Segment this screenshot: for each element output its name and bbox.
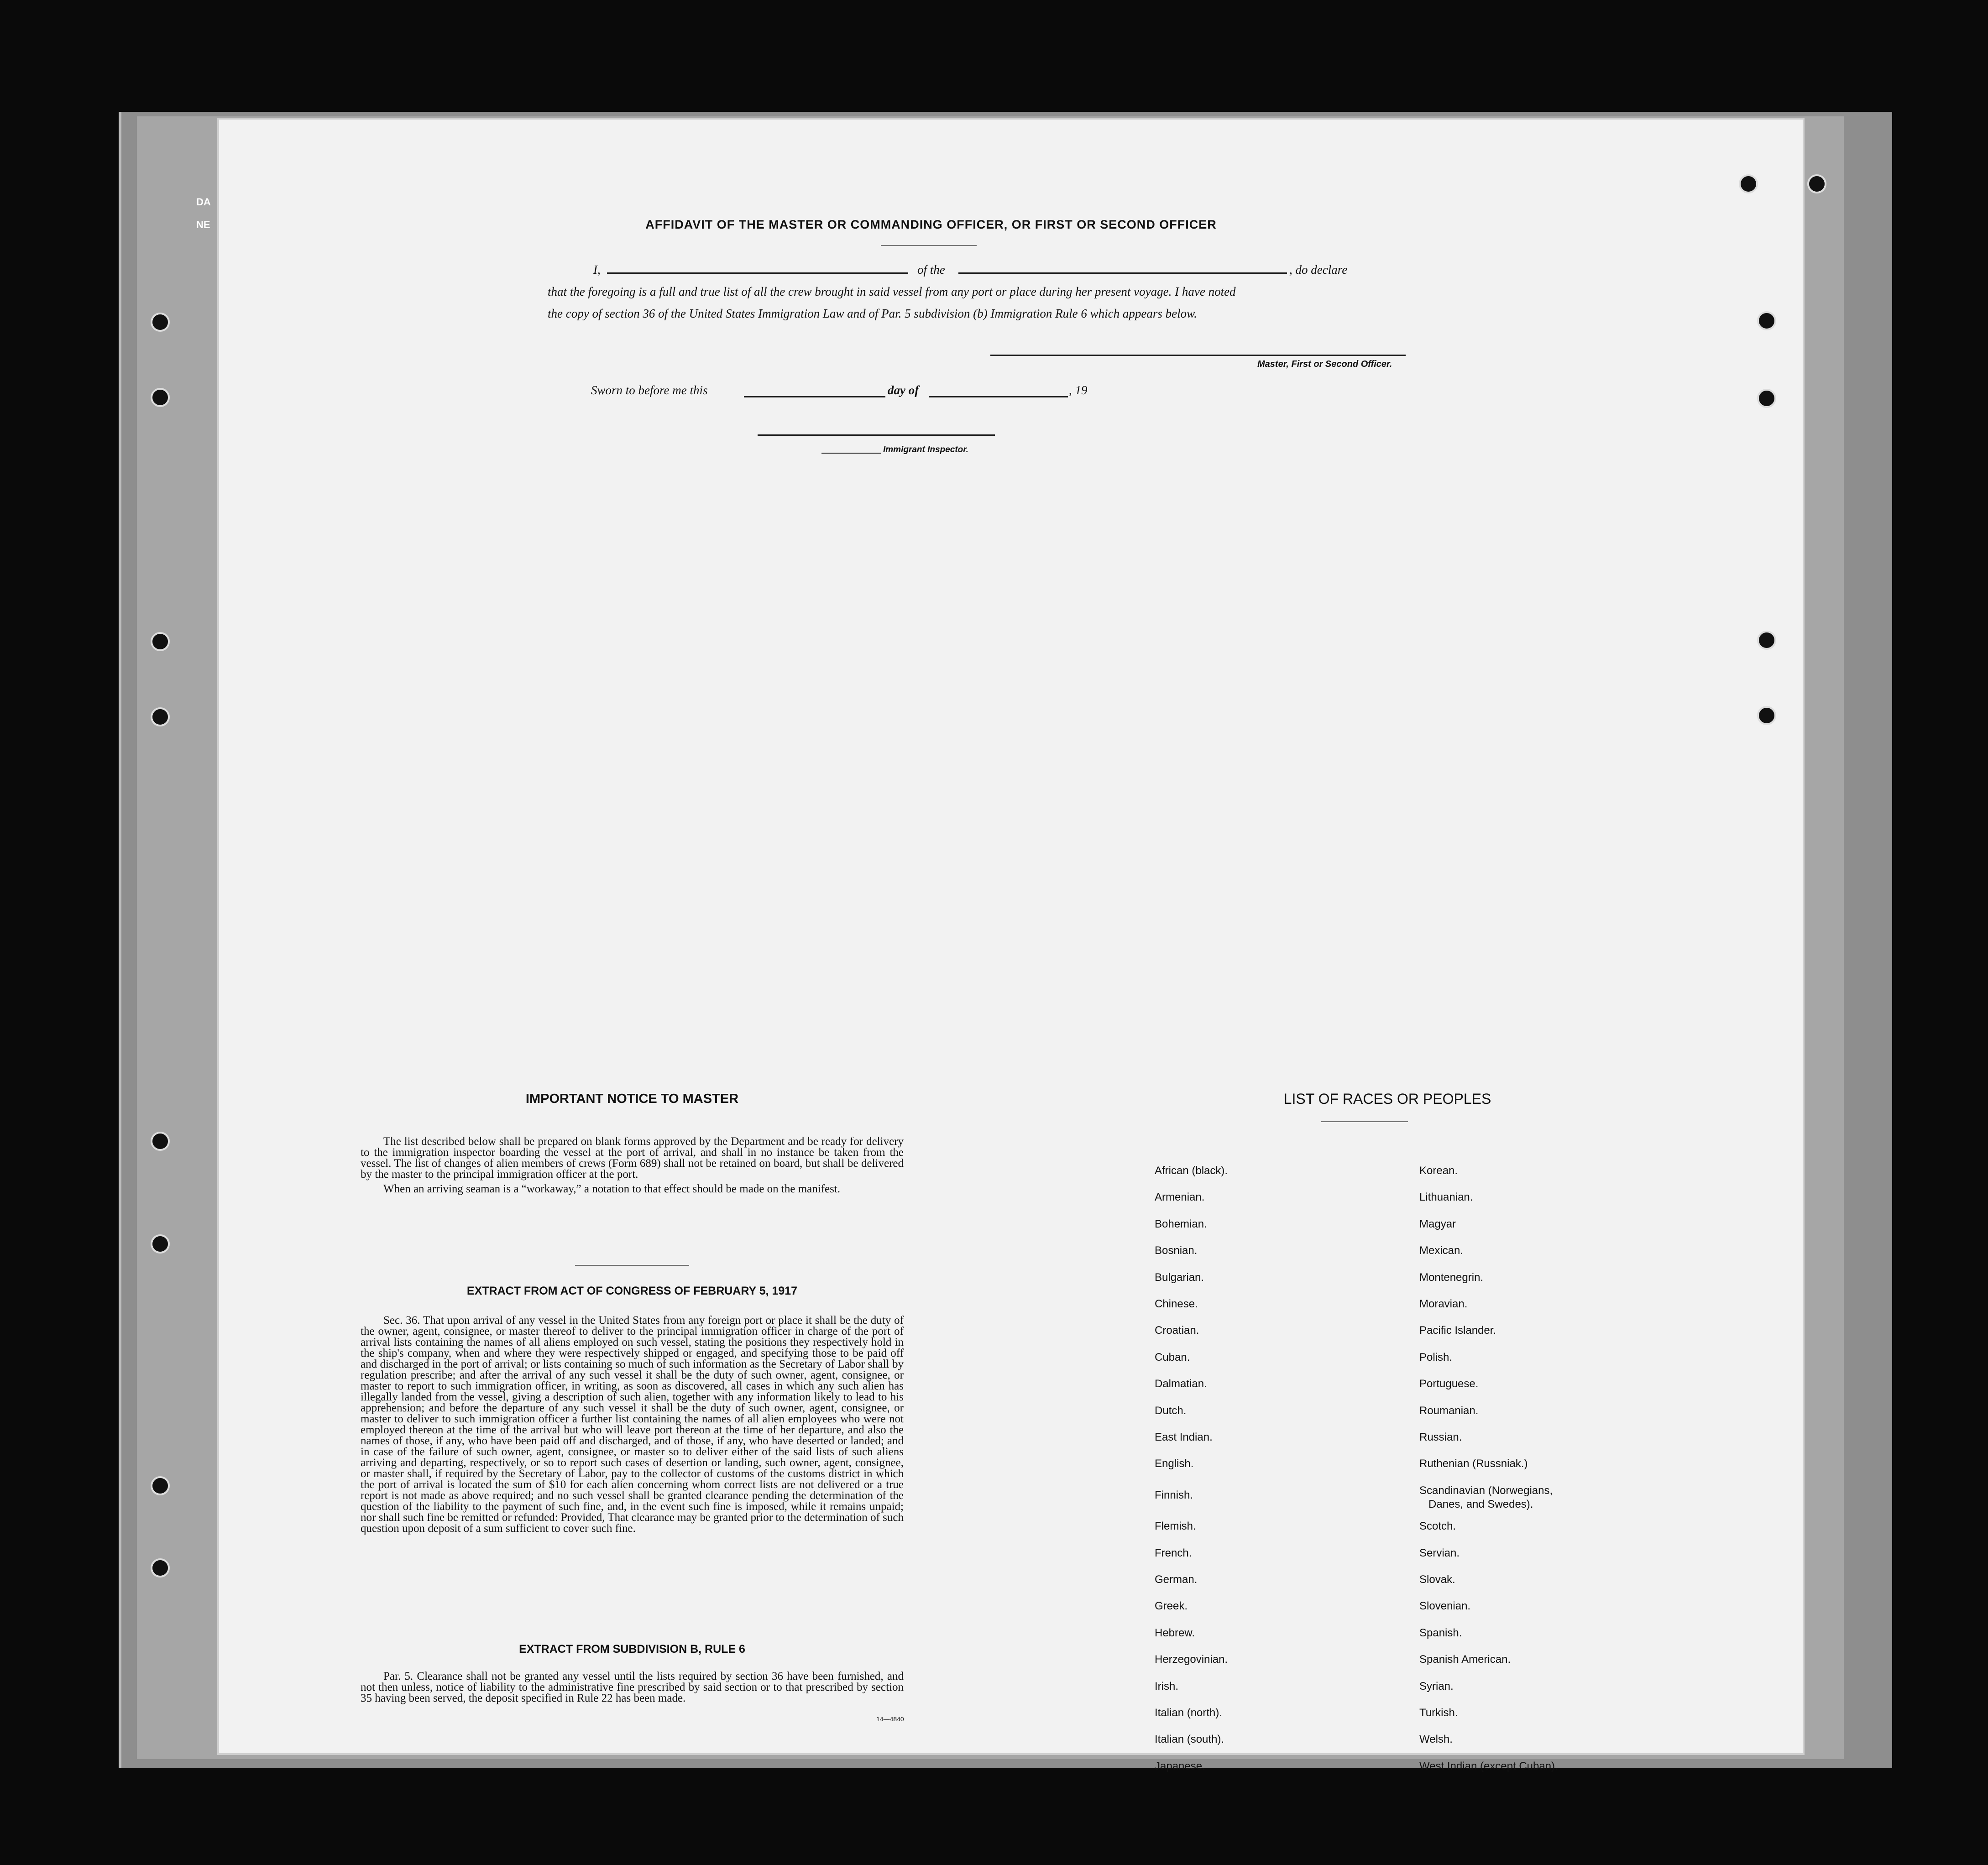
race-item: Mexican. <box>1419 1244 1464 1257</box>
master-signature-field[interactable] <box>990 355 1406 356</box>
race-item: Turkish. <box>1419 1707 1458 1719</box>
punch-hole-icon <box>151 632 170 651</box>
race-item: Ruthenian (Russniak.) <box>1419 1458 1528 1470</box>
race-item: Bosnian. <box>1155 1244 1198 1257</box>
year-label: , 19 <box>1069 383 1088 397</box>
race-item: Servian. <box>1419 1546 1460 1559</box>
race-item: Irish. <box>1155 1680 1179 1693</box>
race-item: African (black). <box>1155 1165 1228 1177</box>
race-item: Chinese. <box>1155 1298 1198 1310</box>
notice-paragraph-1: The list described below shall be prepared on blank forms approved by the Department and be ready for delivery to the immigration inspector boarding the vessel at the port of arrival, and shall in no instance be taken from the vessel. The list of changes of alien members of crews (Form 689) shall not be retained on board, but shall be delivered by the master to the principal immigration officer at the port. <box>361 1135 904 1181</box>
affiant-name-field[interactable] <box>607 272 908 274</box>
punch-hole-icon <box>1757 311 1776 330</box>
race-item: Russian. <box>1419 1431 1462 1443</box>
race-item: German. <box>1155 1573 1198 1586</box>
notice-paragraph-2: When an arriving seaman is a “workaway,” a notation to that effect should be made on the manifest. <box>383 1183 841 1195</box>
document-page <box>219 120 1803 1772</box>
race-item: Lithuanian. <box>1419 1191 1473 1204</box>
punch-hole-icon <box>151 707 170 726</box>
race-item: Hebrew. <box>1155 1626 1195 1639</box>
affidavit-line-2: that the foregoing is a full and true list of all the crew brought in said vessel from any port or place during her present voyage. I have noted <box>548 285 1236 298</box>
race-item: Polish. <box>1419 1351 1453 1363</box>
race-item: Spanish American. <box>1419 1653 1511 1666</box>
punch-hole-icon <box>151 388 170 407</box>
race-item: Pacific Islander. <box>1419 1324 1496 1337</box>
section-36-text <box>361 1315 904 1538</box>
punch-hole-icon <box>151 1476 170 1495</box>
race-item: Slovenian. <box>1419 1600 1471 1613</box>
race-item: Syrian. <box>1419 1680 1454 1693</box>
race-item: French. <box>1155 1546 1192 1559</box>
race-item: Portuguese. <box>1419 1378 1479 1390</box>
race-item: Welsh. <box>1419 1733 1453 1746</box>
of-the-label: of the <box>917 263 945 277</box>
sworn-label: Sworn to before me this <box>591 383 708 397</box>
race-item: Armenian. <box>1155 1191 1205 1204</box>
day-of-label: day of <box>888 383 919 397</box>
act-extract-title: EXTRACT FROM ACT OF CONGRESS OF FEBRUARY 5, 1917 <box>466 1285 798 1297</box>
race-item: Flemish. <box>1155 1520 1196 1533</box>
race-item: Cuban. <box>1155 1351 1190 1363</box>
race-item: Dutch. <box>1155 1404 1187 1417</box>
race-item: Herzegovinian. <box>1155 1653 1228 1666</box>
race-item: Spanish. <box>1419 1626 1462 1639</box>
punch-hole-icon <box>151 313 170 332</box>
title-rule <box>881 245 977 246</box>
par-5-paragraph: Par. 5. Clearance shall not be granted any vessel until the lists required by section 36 have been furnished, and not then unless, notice of liability to the administrative fine prescribed by said section or to that prescribed by section 35 having been served, the deposit specified in Rule 22 has been made. <box>361 1670 904 1704</box>
race-item: Magyar <box>1419 1217 1456 1230</box>
inspector-lead-line <box>821 453 881 454</box>
affidavit-declare-row <box>548 259 1438 281</box>
sworn-day-field[interactable] <box>744 396 885 397</box>
affiant-prefix: I, <box>593 263 601 277</box>
inspector-label: Immigrant Inspector. <box>883 445 968 454</box>
race-item: Roumanian. <box>1419 1404 1479 1417</box>
form-number: 14—4840 <box>876 1715 904 1723</box>
sworn-row <box>591 383 1230 402</box>
rule-extract-title: EXTRACT FROM SUBDIVISION B, RULE 6 <box>519 1643 745 1656</box>
race-item: East Indian. <box>1155 1431 1213 1443</box>
section-36-paragraph: Sec. 36. That upon arrival of any vessel in the United States from any foreign port or place it shall be the duty of the owner, agent, consignee, or master thereof to deliver to the principal immigration officer in charge of the port of arrival lists containing the names of all aliens employed on such vessel, stating the positions they respectively hold in the ship's company, when and where they were respectively shipped or engaged, and specifying those to be paid off and discharged in the port of arrival; or lists containing so much of such information as the Secretary of Labor shall by regulation prescribe; and after the arrival of any such vessel it shall be the duty of such owner, agent, consignee, or master to report to such immigration officer, in writing, as soon as discovered, all cases in which any such alien has illegally landed from the vessel, giving a description of such alien, together with any information likely to lead to his apprehension; and before the departure of any such vessel it shall be the duty of such owner, agent, consignee, or master to deliver to such immigration officer a further list containing the names of all alien employees who were not employed thereon at the time of the arrival but who will leave port thereon at the time of her departure, and also the names of those, if any, who have been paid off and discharged, and of those, if any, who have deserted or landed; and in case of the failure of such owner, agent, consignee, or master so to deliver either of the said lists of such aliens arriving and departing, respectively, or so to report such cases of desertion or landing, such owner, agent, consignee, or master shall, if required by the Secretary of Labor, pay to the collector of customs of the customs district in which the port of arrival is located the sum of $10 for each alien concerning whom correct lists are not delivered or a true report is not made as above required; and no such vessel shall be granted clearance pending the determination of the question of the liability to the payment of such fine, and, in the event such fine is imposed, while it remains unpaid; nor shall such fine be remitted or refunded: Provided, That clearance may be granted prior to the determination of such question upon deposit of a sum sufficient to cover such fine. <box>361 1314 904 1535</box>
punch-hole-icon <box>151 1234 170 1254</box>
punch-hole-icon <box>1739 174 1758 193</box>
punch-hole-icon <box>1757 631 1776 650</box>
race-item: Croatian. <box>1155 1324 1199 1337</box>
race-item: Slovak. <box>1419 1573 1455 1586</box>
affidavit-title: AFFIDAVIT OF THE MASTER OR COMMANDING OFFICER, OR FIRST OR SECOND OFFICER <box>645 218 1217 231</box>
affidavit-line-3: the copy of section 36 of the United States Immigration Law and of Par. 5 subdivision (b) Immigration Rule 6 which appears below. <box>548 307 1197 320</box>
punch-hole-icon <box>151 1558 170 1578</box>
race-item: Scandinavian (Norwegians, <box>1419 1484 1553 1497</box>
race-item: Japanese. <box>1155 1760 1205 1772</box>
race-item: Montenegrin. <box>1419 1271 1484 1284</box>
punch-hole-icon <box>1807 174 1826 193</box>
race-item: Finnish. <box>1155 1489 1193 1501</box>
notice-rule <box>575 1265 689 1266</box>
race-item: Italian (south). <box>1155 1733 1224 1746</box>
ghost-label-1: DA <box>196 196 211 208</box>
race-item: Italian (north). <box>1155 1707 1223 1719</box>
race-item: Moravian. <box>1419 1298 1468 1310</box>
race-item: Bohemian. <box>1155 1217 1207 1230</box>
ghost-label-2: NE <box>196 219 210 230</box>
race-item: Korean. <box>1419 1165 1458 1177</box>
race-item: Greek. <box>1155 1600 1188 1613</box>
affidavit-body <box>548 259 1438 324</box>
race-item: Scotch. <box>1419 1520 1456 1533</box>
punch-hole-icon <box>1757 389 1776 408</box>
punch-hole-icon <box>1757 706 1776 725</box>
race-item: Bulgarian. <box>1155 1271 1204 1284</box>
races-rule <box>1321 1121 1408 1122</box>
notice-title: IMPORTANT NOTICE TO MASTER <box>525 1092 739 1106</box>
race-item: English. <box>1155 1458 1194 1470</box>
race-item-continuation: Danes, and Swedes). <box>1428 1498 1533 1510</box>
race-item: Dalmatian. <box>1155 1378 1207 1390</box>
vessel-name-field[interactable] <box>958 272 1287 274</box>
inspector-signature-field[interactable] <box>758 434 995 436</box>
notice-text <box>361 1136 904 1198</box>
do-declare-label: , do declare <box>1289 263 1348 277</box>
punch-hole-icon <box>151 1132 170 1151</box>
races-title: LIST OF RACES OR PEOPLES <box>1283 1091 1491 1107</box>
master-signature-label: Master, First or Second Officer. <box>1257 359 1392 369</box>
par-5-text <box>361 1671 904 1708</box>
sworn-month-field[interactable] <box>929 396 1068 397</box>
race-item: West Indian (except Cuban). <box>1419 1760 1558 1772</box>
